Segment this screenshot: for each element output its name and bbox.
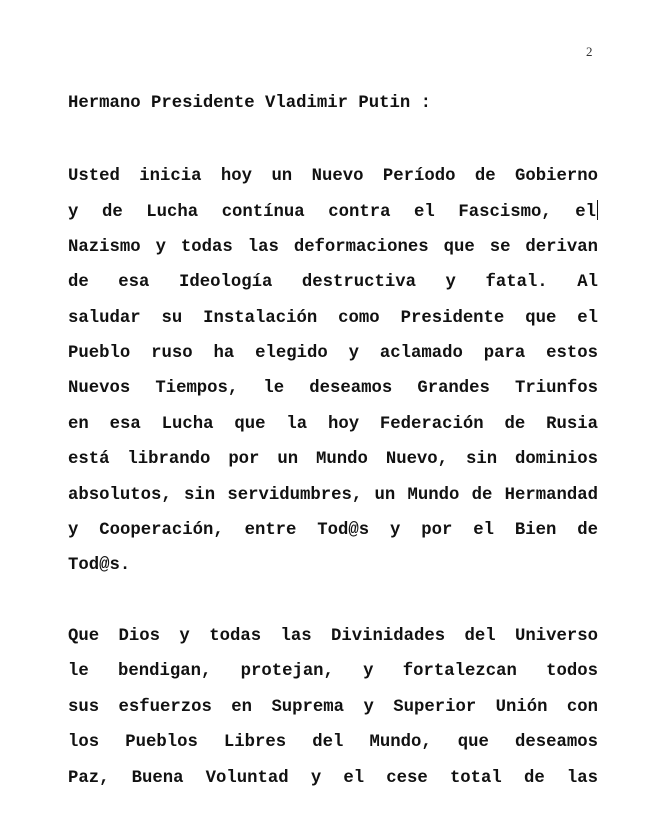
paragraph-2-line: sus esfuerzos en Suprema y Superior Unión con — [68, 697, 598, 717]
paragraph-2-line: Que Dios y todas las Divinidades del Universo — [68, 627, 598, 646]
paragraph-1-line: y Cooperación, entre Tod@s y por el Bien de — [68, 520, 598, 540]
paragraph-1-line: Tod@s. — [68, 556, 131, 576]
paragraph-1 — [68, 165, 598, 590]
paragraph-1-line-with-cursor — [68, 200, 598, 235]
paragraph-2-line: Paz, Buena Voluntad y el cese total de las — [68, 768, 598, 788]
paragraph-1-line: en esa Lucha que la hoy Federación de Rusia — [68, 414, 598, 434]
paragraph-1-line: saludar su Instalación como Presidente que el — [68, 308, 598, 328]
text-cursor — [597, 200, 598, 220]
page-number: 2 — [586, 44, 593, 59]
paragraph-2 — [68, 625, 598, 802]
paragraph-1-line: Pueblo ruso ha elegido y aclamado para estos — [68, 343, 598, 363]
salutation: Hermano Presidente Vladimir Putin : — [68, 94, 431, 113]
paragraph-1-line: absolutos, sin servidumbres, un Mundo de Hermandad — [68, 485, 598, 505]
paragraph-1-line: Nazismo y todas las deformaciones que se derivan — [68, 237, 598, 257]
paragraph-1-line: está librando por un Mundo Nuevo, sin dominios — [68, 450, 598, 470]
paragraph-1-line: de esa Ideología destructiva y fatal. Al — [68, 273, 598, 293]
paragraph-1-line-text: y de Lucha contínua contra el Fascismo, el — [68, 203, 596, 223]
paragraph-2-line: los Pueblos Libres del Mundo, que deseamos — [68, 733, 598, 753]
paragraph-1-line: Usted inicia hoy un Nuevo Período de Gobierno — [68, 167, 598, 186]
paragraph-2-line: le bendigan, protejan, y fortalezcan todos — [68, 662, 598, 682]
paragraph-1-line: Nuevos Tiempos, le deseamos Grandes Triunfos — [68, 379, 598, 399]
